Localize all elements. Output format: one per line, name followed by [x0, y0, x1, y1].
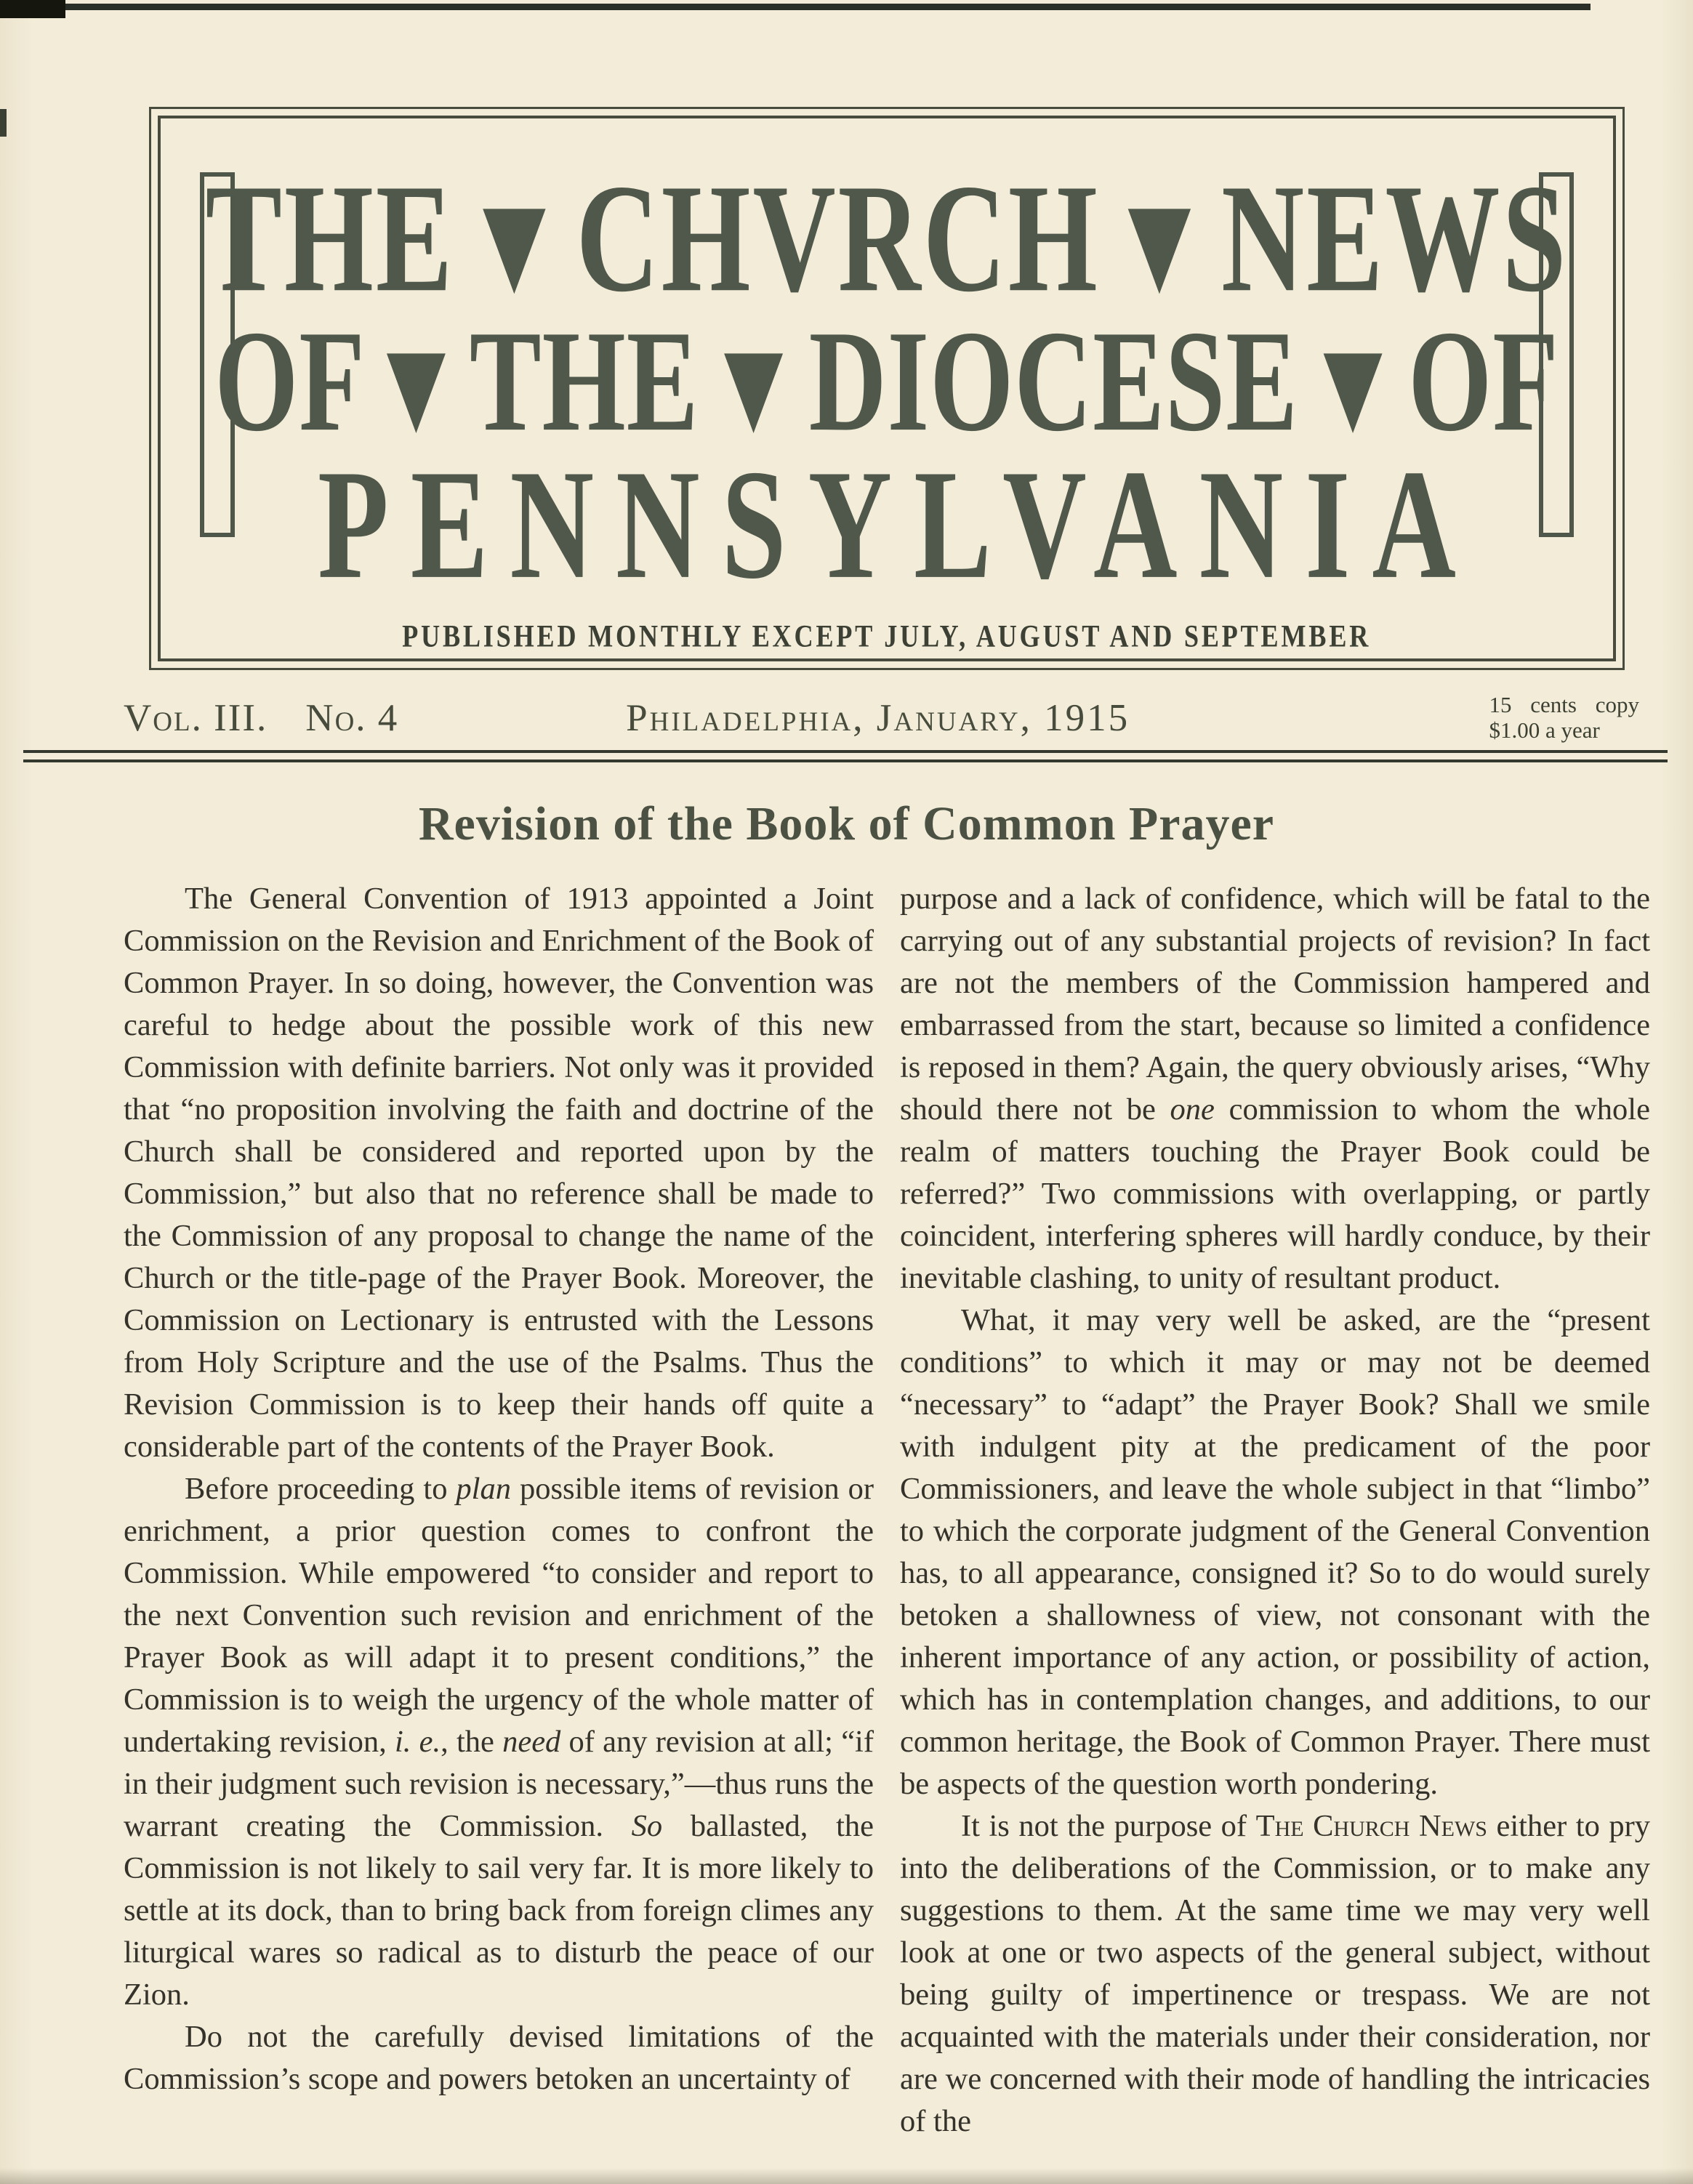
article-right-column	[900, 878, 1650, 2143]
text-run: , the	[441, 1725, 503, 1759]
italic-text-run: one	[1170, 1092, 1215, 1127]
place-date-label: Philadelphia, January, 1915	[626, 697, 1130, 739]
article-paragraph	[124, 878, 874, 1468]
published-monthly-line: PUBLISHED MONTHLY EXCEPT JULY, AUGUST AND SEPTEMBER	[402, 618, 1372, 654]
page-top-edge-line	[0, 4, 1591, 10]
article-left-column	[124, 878, 874, 2143]
italic-text-run: i. e.	[394, 1725, 441, 1759]
text-run: It is not the purpose of	[961, 1809, 1256, 1843]
price-block	[1489, 692, 1639, 743]
article-paragraph	[900, 1805, 1650, 2143]
article-paragraph	[900, 878, 1650, 1299]
text-run: What, it may very well be asked, are the “present conditions” to which it may or may not be deemed “necessary” to “adapt” the Prayer Book? Shall we smile with indulgent pity at the predicament of the poor Commissioners, and leave the whole subject in that “limbo” to which the corporate judgment of the General Convention has, to all appearance, consigned it? So to do would surely betoken a shallowness of view, not consonant with the inherent importance of any action, or possibility of action, which has in contemplation changes, and additions, to our common heritage, the Book of Common Prayer. There must be aspects of the question worth pondering.	[900, 1303, 1650, 1801]
small-caps-text-run: The Church News	[1255, 1809, 1487, 1843]
text-run: Do not the carefully devised limitations of the Commission’s scope and powers betoken an uncertainty of	[124, 2020, 874, 2096]
price-per-copy: 15 cents copy	[1489, 692, 1639, 717]
masthead-inner-frame	[158, 116, 1616, 661]
text-run: The General Convention of 1913 appointed a Joint Commission on the Revision and Enrichment of the Book of Common Prayer. In so doing, however, the Convention was careful to hedge about the possible work of this new Commission with definite barriers. Not only was it provided that “no proposition involving the faith and doctrine of the Church shall be considered and reported upon by the Commission,” but also that no reference shall be made to the Commission of any proposal to change the name of the Church or the title-page of the Prayer Book. Moreover, the Commission on Lectionary is entrusted with the Lessons from Holy Scripture and the use of the Psalms. Thus the Revision Commission is to keep their hands off quite a considerable part of the contents of the Prayer Book.	[124, 882, 874, 1464]
text-run: either to pry into the deliberations of the Commission, or to make any suggestions to them. At the same time we may very well look at one or two aspects of the general subject, without being guilty of impertinence or trespass. We are not acquainted with the materials under their consideration, nor are we concerned with their mode of handling the intricacies of the	[900, 1809, 1650, 2138]
masthead-title-line-3: PENNSYLVANIA	[318, 436, 1478, 612]
text-run: Before proceeding to	[185, 1472, 457, 1506]
issue-bar	[124, 690, 1652, 751]
italic-text-run: So	[631, 1809, 663, 1843]
article-paragraph	[900, 1299, 1650, 1805]
issue-number-label: No. 4	[305, 697, 399, 739]
text-run: purpose and a lack of confidence, which will be fatal to the carrying out of any substantial projects of revision? In fact are not the members of the Commission hampered and embarrassed from the start, because so limited a confidence is reposed in them? Again, the query obviously arises, “Why should there not be	[900, 882, 1650, 1127]
article-body	[124, 878, 1650, 2143]
text-run: possible items of revision or enrichment, a prior question comes to confront the Commission. While empowered “to consider and report to the next Convention such revision and enrichment of the Prayer Book as will adapt it to present conditions,” the Commission is to weigh the urgency of the whole matter of undertaking revision,	[124, 1472, 874, 1759]
volume-label: Vol. III.	[124, 697, 268, 739]
text-run: commission to whom the whole realm of matters touching the Prayer Book could be referred?” Two commissions with overlapping, or partly coincident, interfering spheres will hardly conduce, by their inevitable clashing, to unity of resultant product.	[900, 1092, 1650, 1295]
masthead-title-line-2: OF ▾ THE ▾ DIOCESE ▾ OF	[214, 301, 1559, 462]
text-run: ballasted, the Commission is not likely to sail very far. It is more likely to settle at its dock, than to bring back from foreign climes any liturgical wares so radical as to disturb the peace of our Zion.	[124, 1809, 874, 2012]
masthead-frame	[149, 107, 1625, 670]
italic-text-run: need	[502, 1725, 561, 1759]
page-left-edge-mark	[0, 109, 7, 137]
page-corner-mark	[0, 0, 65, 18]
article-paragraph	[124, 1468, 874, 2016]
horizontal-divider-rule	[23, 750, 1668, 762]
text-run: of any revision at all; “if in their judgment such revision is necessary,”—thus runs the warrant creating the Commission.	[124, 1725, 874, 1843]
article-paragraph	[124, 2016, 874, 2100]
article-title: Revision of the Book of Common Prayer	[418, 797, 1275, 850]
price-per-year: $1.00 a year	[1489, 717, 1600, 743]
volume-and-number	[124, 696, 398, 740]
italic-text-run: plan	[456, 1472, 511, 1506]
masthead-title-line-1: THE ▾ CHVRCH ▾ NEWS	[205, 153, 1569, 325]
